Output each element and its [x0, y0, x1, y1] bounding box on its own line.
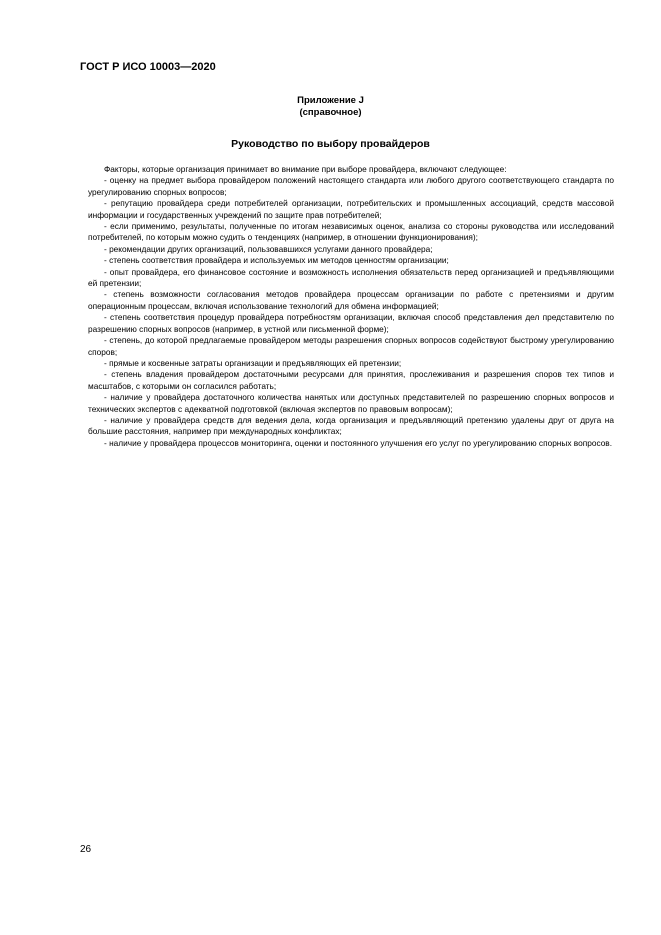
list-item: - наличие у провайдера достаточного количества нанятых или доступных представителей по разрешению спорных вопросов и технических экспертов с адекватной подготовкой (включая экспертов по правовым вопросам); [88, 392, 614, 414]
list-item: - рекомендации других организаций, пользовавшихся услугами данного провайдера; [104, 243, 433, 254]
section-title: Руководство по выбору провайдеров [231, 138, 430, 150]
document-code-header: ГОСТ Р ИСО 10003—2020 [80, 61, 216, 73]
list-item: - степень, до которой предлагаемые провайдером методы разрешения спорных вопросов содействуют быстрому урегулированию споров; [88, 335, 614, 357]
list-item: - если применимо, результаты, полученные по итогам независимых оценок, анализа со стороны руководства или исследований потребителей, по которым можно судить о тенденциях (например, в отношении функционирования); [88, 221, 614, 243]
list-item: - степень возможности согласования методов провайдера процессам организации по работе с претензиями и другим операционным процессам, включая использование технологий для обмена информацией; [88, 289, 614, 311]
page-number: 26 [80, 844, 92, 855]
annex-heading [0, 95, 661, 119]
list-item: - степень владения провайдером достаточными ресурсами для принятия, прослеживания и разрешения споров тех типов и масштабов, с которыми он согласился работать; [88, 369, 614, 391]
body-text [88, 164, 614, 449]
list-item: - репутацию провайдера среди потребителей организации, потребительских и промышленных ассоциаций, средств массовой информации и государственных учреждений по защите прав потребителей; [88, 198, 614, 220]
list-item: - степень соответствия процедур провайдера потребностям организации, включая способ представления дел представителю по разрешению спорных вопросов (например, в устной или письменной форме); [88, 312, 614, 334]
annex-type: (справочное) [299, 107, 362, 118]
annex-label: Приложение J [297, 95, 364, 106]
list-item: - прямые и косвенные затраты организации и предъявляющих ей претензии; [104, 357, 402, 368]
list-item: - опыт провайдера, его финансовое состояние и возможность исполнения обязательств перед организацией и предъявляющими ей претензии; [88, 266, 614, 289]
list-item: - наличие у провайдера средств для ведения дела, когда организация и предъявляющий претензию удалены друг от друга на большие расстояния, например при международных конфликтах; [88, 414, 614, 437]
list-item: - степень соответствия провайдера и используемых им методов ценностям организации; [104, 255, 449, 266]
intro-paragraph: Факторы, которые организация принимает во внимание при выборе провайдера, включают следующее: [104, 164, 507, 174]
list-item: - оценку на предмет выбора провайдером положений настоящего стандарта или любого другого соответствующего стандарта по урегулированию спорных вопросов; [88, 175, 614, 197]
list-item: - наличие у провайдера процессов мониторинга, оценки и постоянного улучшения его услуг по урегулированию спорных вопросов. [104, 437, 613, 448]
